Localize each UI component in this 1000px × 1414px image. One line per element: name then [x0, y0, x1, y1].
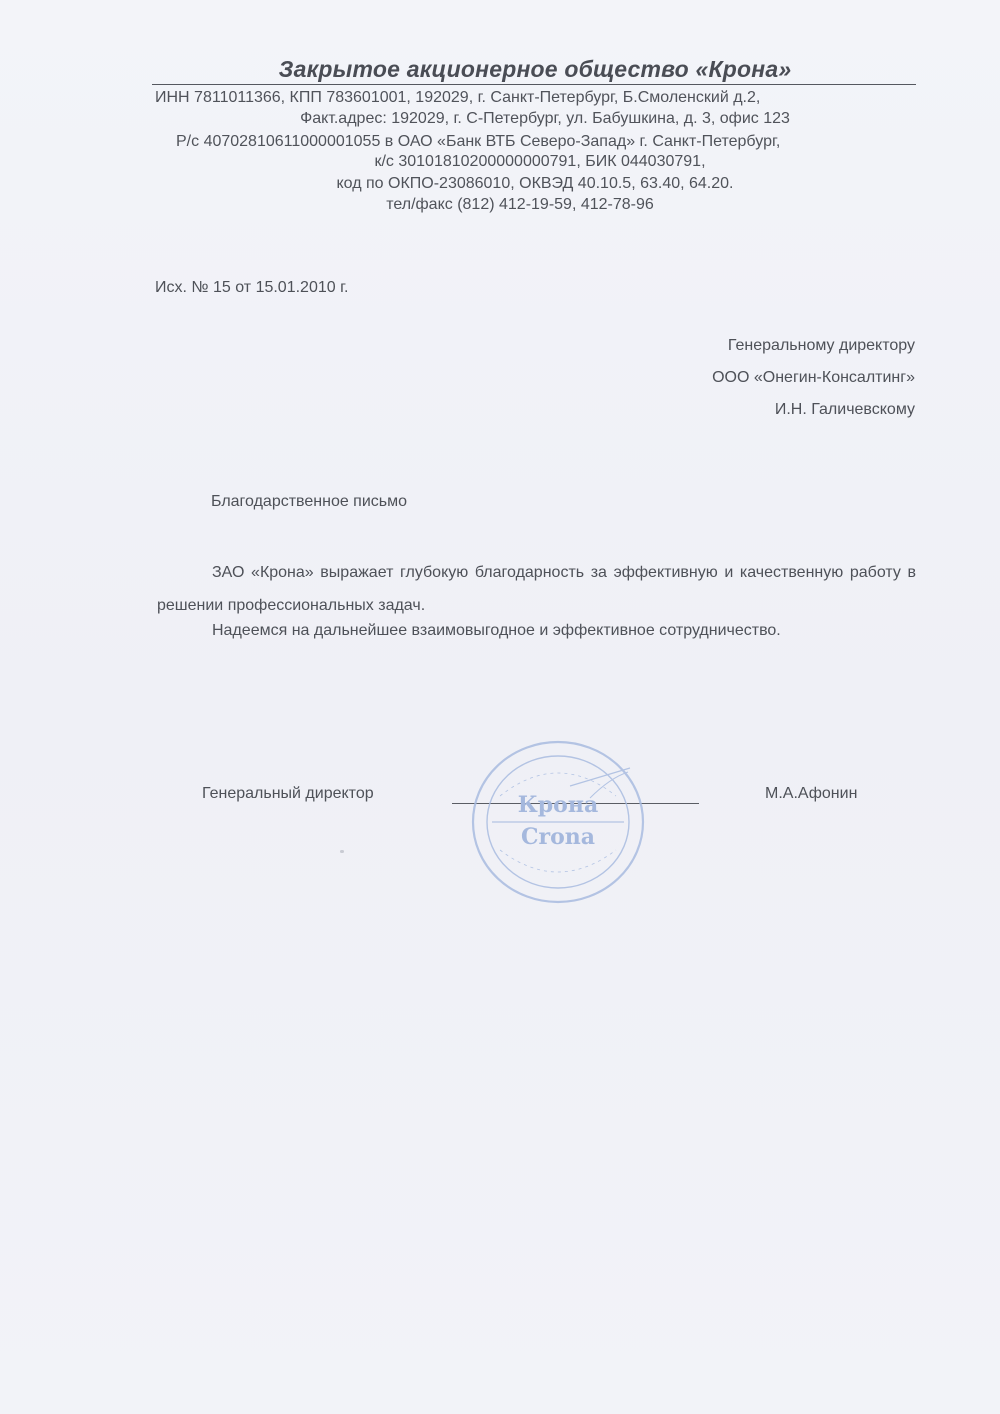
requisites-line-2: Факт.адрес: 192029, г. С-Петербург, ул. Бабушкина, д. 3, офис 123	[300, 110, 790, 127]
requisites-line-3: Р/с 40702810611000001055 в ОАО «Банк ВТБ Северо-Запад» г. Санкт-Петербург,	[176, 133, 781, 150]
paper-speck	[340, 850, 344, 853]
addressee-name: И.Н. Галичевскому	[774, 401, 915, 418]
letter-heading: Благодарственное письмо	[211, 493, 408, 510]
requisites-line-4: к/с 30101810200000000791, БИК 044030791,	[374, 153, 706, 170]
addressee-block	[712, 330, 915, 426]
signatory-name: М.А.Афонин	[765, 785, 858, 802]
requisites-line-1: ИНН 7811011366, КПП 783601001, 192029, г. Санкт-Петербург, Б.Смоленский д.2,	[155, 89, 761, 106]
company-stamp	[470, 738, 646, 906]
addressee-company: ООО «Онегин-Консалтинг»	[712, 369, 915, 386]
stamp-center-top: Крона	[517, 792, 599, 818]
letter-paragraph-2: Надеемся на дальнейшее взаимовыгодное и эффективное сотрудничество.	[212, 622, 781, 639]
outgoing-reference: Исх. № 15 от 15.01.2010 г.	[155, 279, 349, 296]
letter-paragraph-1: ЗАО «Крона» выражает глубокую благодарность за эффективную и качественную работу в решении профессиональных задач.	[157, 564, 916, 614]
addressee-position: Генеральному директору	[727, 337, 915, 354]
requisites-line-6: тел/факс (812) 412-19-59, 412-78-96	[386, 196, 654, 213]
company-title: Закрытое акционерное общество «Крона»	[278, 56, 792, 82]
stamp-center-bottom: Crona	[520, 824, 596, 850]
signatory-position: Генеральный директор	[202, 785, 374, 802]
requisites-line-5: код по ОКПО-23086010, ОКВЭД 40.10.5, 63.40, 64.20.	[336, 175, 734, 192]
letterhead-divider	[152, 84, 916, 85]
